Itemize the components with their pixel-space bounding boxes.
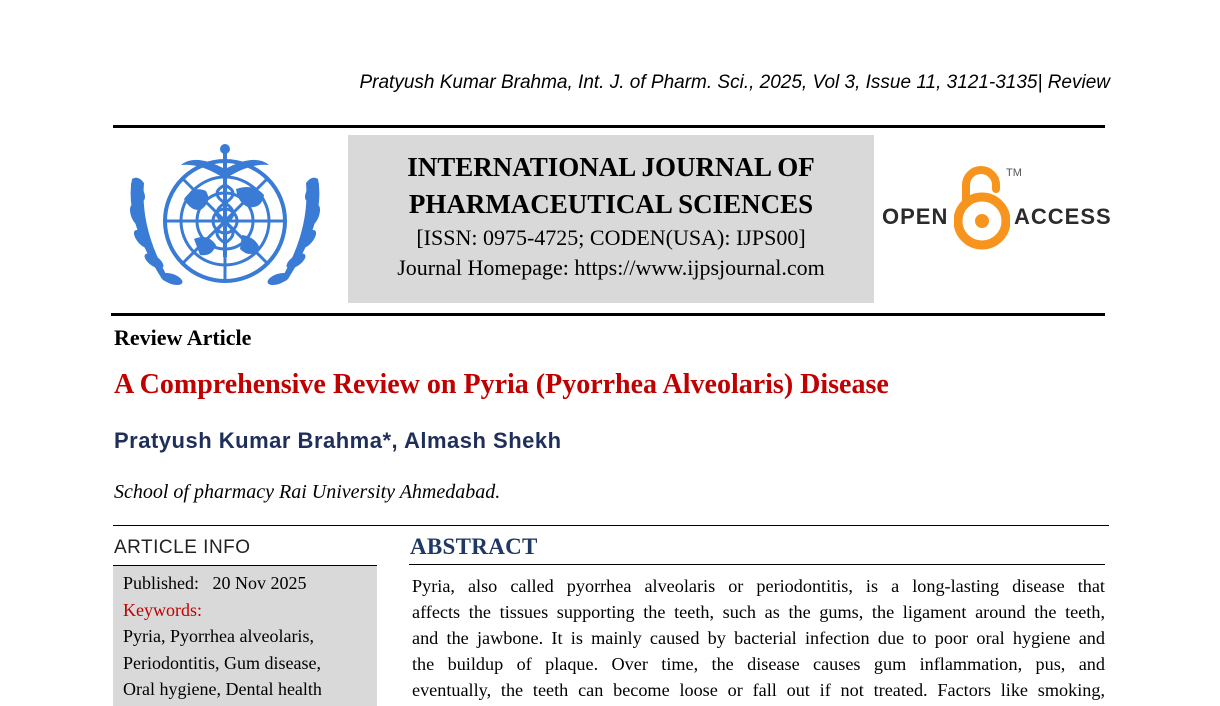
published-date: 20 Nov 2025 — [212, 573, 307, 593]
journal-name-line2: PHARMACEUTICAL SCIENCES — [408, 189, 814, 219]
section-divider — [113, 525, 1109, 526]
keyword-line: Oral hygiene, Dental health — [123, 679, 322, 699]
abstract-heading: ABSTRACT — [410, 534, 538, 559]
keywords-label: Keywords: — [123, 599, 202, 620]
keyword-line: Pyria, Pyorrhea alveolaris, — [123, 626, 314, 646]
open-access-open-text: OPEN — [882, 204, 949, 229]
journal-masthead — [348, 135, 874, 303]
open-access-lock-icon — [954, 165, 1010, 251]
abstract-line: and the jawbone. It is mainly caused by bacterial infection due to poor oral hygiene and — [412, 628, 1105, 648]
header-top-rule — [113, 125, 1105, 128]
published-row — [123, 570, 377, 597]
article-title: A Comprehensive Review on Pyria (Pyorrhea Alveolaris) Disease — [114, 369, 889, 400]
journal-name-line1: INTERNATIONAL JOURNAL OF — [407, 152, 815, 182]
keyword-line: Periodontitis, Gum disease, — [123, 652, 321, 673]
journal-issn: [ISSN: 0975-4725; CODEN(USA): IJPS00] — [416, 225, 806, 250]
running-header: Pratyush Kumar Brahma, Int. J. of Pharm. Sci., 2025, Vol 3, Issue 11, 3121-3135| Review — [359, 72, 1110, 93]
author-affiliation: School of pharmacy Rai University Ahmedabad. — [114, 481, 501, 503]
abstract-rule — [409, 564, 1105, 565]
journal-homepage-link[interactable]: Journal Homepage: https://www.ijpsjournal.com — [397, 255, 825, 280]
abstract-body — [412, 573, 1105, 703]
open-access-access-text: ACCESS — [1014, 204, 1112, 229]
abstract-line: affects the tissues supporting the teeth, such as the gums, the ligament around the teeth, — [412, 602, 1105, 622]
article-authors: Pratyush Kumar Brahma*, Almash Shekh — [114, 428, 562, 453]
article-type: Review Article — [114, 325, 252, 350]
article-info-box — [113, 566, 377, 706]
abstract-line: Pyria, also called pyorrhea alveolaris or periodontitis, is a long-lasting disease that — [412, 576, 1105, 596]
un-caduceus-emblem-icon — [124, 139, 326, 309]
open-access-logo — [878, 165, 1110, 255]
article-info-heading: ARTICLE INFO — [114, 537, 251, 558]
abstract-line: the buildup of plaque. Over time, the disease causes gum inflammation, pus, and — [412, 654, 1105, 674]
abstract-line: eventually, the teeth can become loose or fall out if not treated. Factors like smoking, — [412, 680, 1105, 700]
published-label: Published: — [123, 573, 200, 593]
open-access-trademark: TM — [1006, 167, 1022, 179]
header-bottom-rule — [111, 313, 1105, 316]
